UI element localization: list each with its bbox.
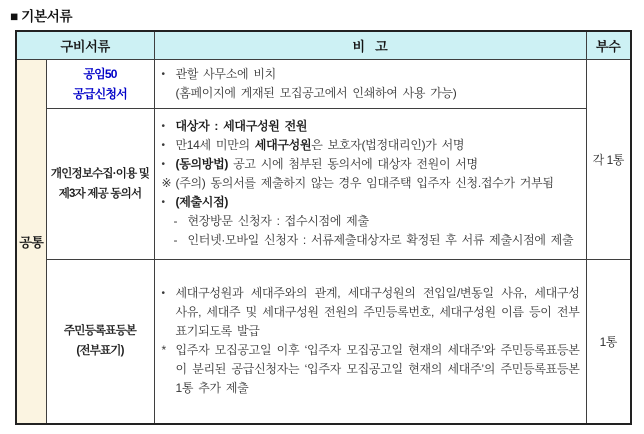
table-row [16,59,631,108]
column-header-remarks: 비 고 [154,31,586,59]
column-header-documents: 구비서류 [16,31,154,59]
document-name-line: 제3자 제공 동의서 [58,187,142,200]
remark-text: 현장방문 신청자 : 접수시점에 제출 [187,214,369,228]
bullet-icon: • [161,68,165,80]
remark-text: 대상자 : 세대구성원 전원 [175,119,308,133]
bullet-icon: • [161,197,165,208]
reference-mark-icon: ※ [161,176,172,190]
remark-text: (동의방법) 공고 시에 첨부된 동의서에 대상자 전원이 서명 [175,157,478,171]
document-name-line: 개인정보수집·이용 및 [50,167,150,180]
column-header-copies: 부수 [586,31,631,59]
document-name-line: 공임50 [83,66,117,81]
bullet-icon: • [161,140,165,151]
document-name-line: (전부표기) [76,345,124,358]
document-name-line: 공급신청서 [73,86,127,101]
remark-line [162,193,580,212]
bullet-icon: • [161,288,165,300]
dash-icon: - [173,214,178,228]
remark-text: 관할 사무소에 비치 [175,66,276,81]
spacer [162,84,176,103]
remark-text: 인터넷·모바일 신청자 : 서류제출대상자로 확정된 후 서류 제출시점에 제출 [187,233,574,247]
remark-text: (제출시점) [175,195,229,209]
remarks-cell [154,259,586,424]
remark-line [162,231,580,250]
remark-line [162,174,580,193]
remark-line [162,212,580,231]
document-name-application-form [46,59,154,108]
remarks-cell [154,108,586,259]
table-row [16,259,631,424]
bullet-icon: • [161,121,165,132]
remark-text: (홈페이지에 게재된 모집공고에서 인쇄하여 사용 가능) [175,85,457,100]
document-name-privacy-consent [46,108,154,259]
table-header-row [16,31,631,59]
remark-line [162,117,580,136]
asterisk-icon: * [161,343,166,358]
document-name-resident-register [46,259,154,424]
required-documents-table [15,30,632,425]
remark-text: (주의) 동의서를 제출하지 않는 경우 임대주택 입주자 신청.접수가 거부됨 [175,176,554,190]
copies-cell-one: 1통 [586,259,631,424]
remark-text: 세대구성원과 세대주와의 관계, 세대구성원의 전입일/변동일 사유, 세대구성 사유, 세대주 및 세대구성원 전원의 주민등록번호, 세대구성원 이름 등이 전부 표기되도록 발급 [175,286,580,339]
copies-cell-each-one: 각 1통 [586,59,631,259]
remark-line [162,136,580,155]
remark-line [162,84,580,103]
remark-line [162,155,580,174]
remark-line [162,341,580,398]
remark-text: 만14세 미만의 세대구성원은 보호자(법정대리인)가 서명 [175,138,465,152]
bullet-icon: • [161,159,165,170]
remarks-cell [154,59,586,108]
remark-line [162,284,580,341]
document-name-line: 주민등록표등본 [63,325,137,338]
category-cell-common: 공통 [16,59,46,424]
dash-icon: - [173,233,178,247]
page-title: ■ 기본서류 [10,9,73,24]
remark-line [162,65,580,84]
remark-text: 입주자 모집공고일 이후 ‘입주자 모집공고일 현재의 세대주’와 주민등록표등본이 분리된 공급신청자는 ‘입주자 모집공고일 현재의 세대주’의 주민등록표등본 1통 추가 제출 [175,343,580,396]
table-row [16,108,631,259]
